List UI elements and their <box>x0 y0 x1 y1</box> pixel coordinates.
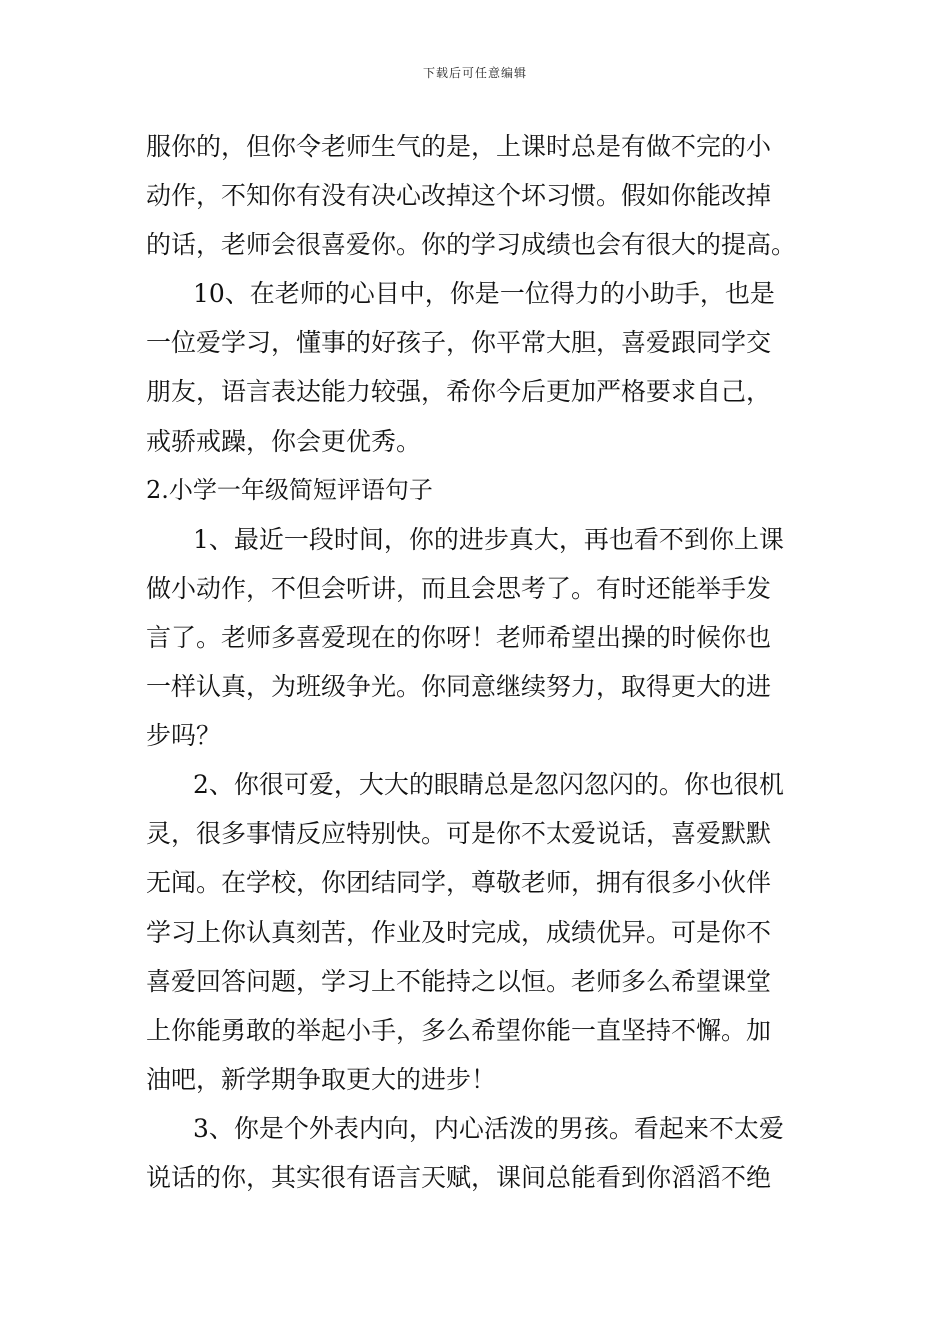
text-line: 服你的，但你令老师生气的是，上课时总是有做不完的小 <box>146 132 772 161</box>
text-line: 上你能勇敢的举起小手，多么希望你能一直坚持不懈。加 <box>146 1015 772 1045</box>
text-line: 2、你很可爱，大大的眼睛总是忽闪忽闪的。你也很机 <box>193 770 784 800</box>
text-line: 做小动作，不但会听讲，而且会思考了。有时还能举手发 <box>146 573 772 603</box>
text-line: 言了。老师多喜爱现在的你呀！老师希望出操的时候你也 <box>146 622 772 652</box>
text-line: 10、在老师的心目中，你是一位得力的小助手，也是 <box>193 279 775 309</box>
text-line: 朋友，语言表达能力较强，希你今后更加严格要求自己， <box>146 377 772 407</box>
text-line: 说话的你，其实很有语言天赋，课间总能看到你滔滔不绝 <box>146 1162 772 1192</box>
section-heading: 2.小学一年级简短评语句子 <box>146 475 433 504</box>
text-line: 步吗？ <box>146 721 222 751</box>
text-line: 油吧，新学期争取更大的进步！ <box>146 1064 497 1094</box>
text-line: 戒骄戒躁，你会更优秀。 <box>146 426 422 456</box>
text-line: 灵，很多事情反应特别快。可是你不太爱说话，喜爱默默 <box>146 819 772 849</box>
text-line: 3、你是个外表内向，内心活泼的男孩。看起来不太爱 <box>193 1113 784 1143</box>
text-line: 的话，老师会很喜爱你。你的学习成绩也会有很大的提高。 <box>146 230 797 260</box>
text-line: 学习上你认真刻苦，作业及时完成，成绩优异。可是你不 <box>146 917 772 947</box>
text-line: 1、最近一段时间，你的进步真大，再也看不到你上课 <box>193 524 784 554</box>
text-line: 动作，不知你有没有决心改掉这个坏习惯。假如你能改掉 <box>146 181 772 211</box>
text-line: 喜爱回答问题，学习上不能持之以恒。老师多么希望课堂 <box>146 966 772 996</box>
text-line: 无闻。在学校，你团结同学，尊敬老师，拥有很多小伙伴 <box>146 868 772 898</box>
page-header: 下载后可任意编辑 <box>422 66 527 80</box>
text-line: 一样认真，为班级争光。你同意继续努力，取得更大的进 <box>146 672 772 702</box>
document-body <box>146 122 810 1202</box>
text-line: 一位爱学习，懂事的好孩子，你平常大胆，喜爱跟同学交 <box>146 328 772 358</box>
